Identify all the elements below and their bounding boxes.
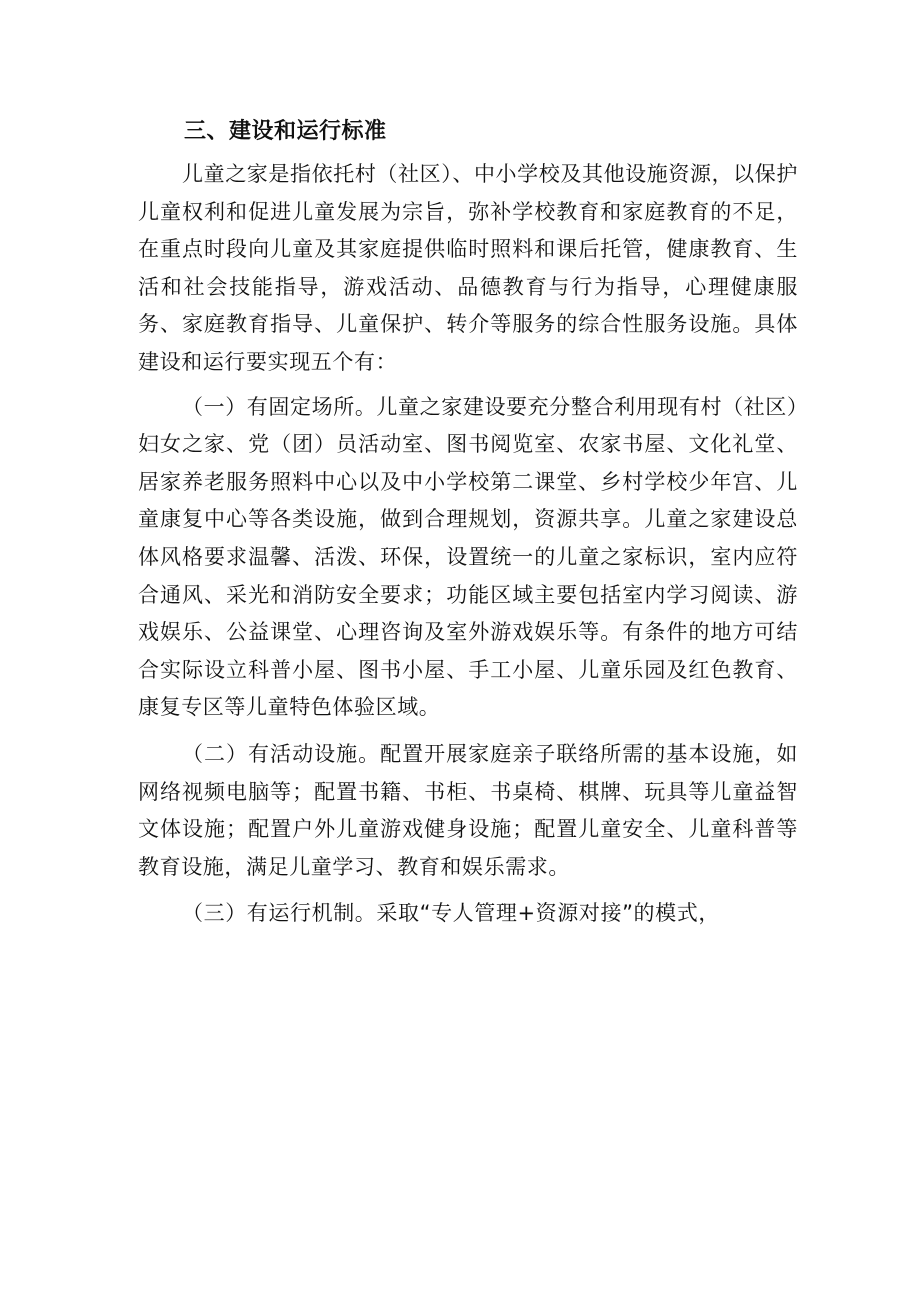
paragraph-facilities: （二）有活动设施。配置开展家庭亲子联络所需的基本设施，如网络视频电脑等；配置书籍、书柜、书桌椅、棋牌、玩具等儿童益智文体设施；配置户外儿童游戏健身设施；配置儿童安全、儿童科普等教育设施，满足儿童学习、教育和娱乐需求。 [138,741,798,879]
paragraph-intro: 儿童之家是指依托村（社区）、中小学校及其他设施资源，以保护儿童权利和促进儿童发展为宗旨，弥补学校教育和家庭教育的不足，在重点时段向儿童及其家庭提供临时照料和课后托管，健康教育、生活和社会技能指导，游戏活动、品德教育与行为指导，心理健康服务、家庭教育指导、儿童保护、转介等服务的综合性服务设施。具体建设和运行要实现五个有： [138,162,798,374]
document-body [138,114,798,933]
section-heading: 三、建设和运行标准 [184,119,387,144]
paragraph-mechanism: （三）有运行机制。采取“专人管理+资源对接”的模式， [182,901,720,926]
paragraph-fixed-site: （一）有固定场所。儿童之家建设要充分整合利用现有村（社区）妇女之家、党（团）员活动室、图书阅览室、农家书屋、文化礼堂、居家养老服务照料中心以及中小学校第二课堂、乡村学校少年宫、儿童康复中心等各类设施，做到合理规划，资源共享。儿童之家建设总体风格要求温馨、活泼、环保，设置统一的儿童之家标识，室内应符合通风、采光和消防安全要求；功能区域主要包括室内学习阅读、游戏娱乐、公益课堂、心理咨询及室外游戏娱乐等。有条件的地方可结合实际设立科普小屋、图书小屋、手工小屋、儿童乐园及红色教育、康复专区等儿童特色体验区域。 [138,394,798,720]
